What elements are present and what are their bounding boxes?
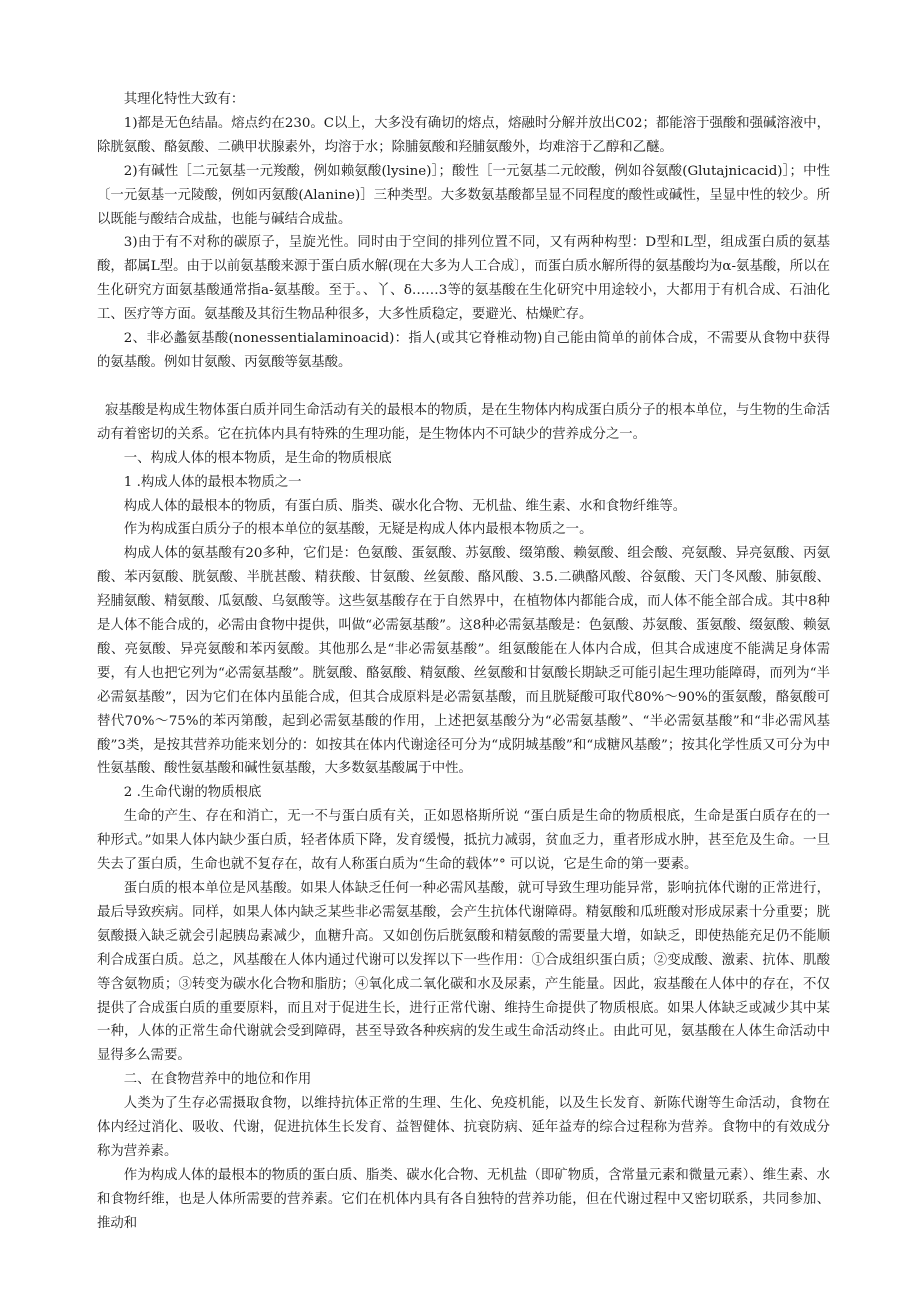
paragraph-overview: 寂基酸是构成生物体蛋白质并同生命活动有关的最根本的物质，是在生物体内构成蛋白质分子的根本单位，与生物的生命活动有着密切的关系。它在抗体内具有特殊的生理功能，是生物体内不可缺少的营养成分之一。 — [97, 402, 830, 442]
section-heading-2: 二、在食物营养中的地位和作用 — [123, 1072, 312, 1088]
paragraph-nutrients: 作为构成人体的最根本的物质的蛋白质、脂类、碳水化合物、无机盐（即矿物质，含常量元素和微量元素）、维生素、水和食物纤维，也是人体所需要的营养素。它们在机体内具有各自独特的营养功能，但在代谢过程中又密切联系，共同参加、推动和 — [97, 1167, 830, 1231]
paragraph-amino-unit: 作为构成蛋白质分子的根本单位的氨基酸，无疑是构成人体内最根本物质之一。 — [123, 522, 593, 538]
subheading-1-2: 2 .生命代谢的物质根底 — [123, 785, 262, 801]
paragraph-property-3: 3)由于有不对称的碳原子，呈旋光性。同时由于空间的排列位置不同，又有两种构型：D型和L型，组成蛋白质的氨基酸，都属L型。由于以前氨基酸来源于蛋白质水解(现在大多为人工合成〕，而蛋白质水解所得的氨基酸均为α-氨基酸，所以在生化研究方面氨基酸通常指a-氨基酸。至于。、丫、δ……3等的氨基酸在生化研究中用途较小，大都用于有机合成、石油化工、医疗等方面。氨基酸及其衍生物品种很多，大多性质稳定，要避光、枯燥贮存。 — [97, 235, 830, 323]
paragraph-amino-list: 构成人体的氨基酸有20多种，它们是：色氨酸、蛋氨酸、苏氨酸、缀第酸、赖氨酸、组会酸、亮氨酸、异亮氨酸、丙氨酸、苯丙氨酸、胱氨酸、半胱甚酸、精获酸、甘氨酸、丝氨酸、酪风酸、3.5.二碘酪风酸、谷氨酸、天门冬风酸、肺氨酸、羟脯氨酸、精氨酸、瓜氨酸、乌氨酸等。这些氨基酸存在于自然界中，在植物体内都能合成，而人体不能全部合成。其中8种是人体不能合成的，必需由食物中提供，叫做“必需氨基酸”。这8种必需氨基酸是：色氨酸、苏氨酸、蛋氨酸、缀氨酸、赖氨酸、亮氨酸、异亮氨酸和苯丙氨酸。其他那么是“非必需氨基酸”。组氨酸能在人体内合成，但其合成速度不能满足身体需要，有人也把它列为“必需氨基酸”。胱氨酸、酪氨酸、精氨酸、丝氨酸和甘氨酸长期缺乏可能引起生理功能障碍，而列为“半必需氨基酸”，因为它们在体内虽能合成，但其合成原料是必需氨基酸，而且胱疑酸可取代80%〜90%的蛋氨酸，酪氨酸可替代70%〜75%的苯丙第酸，起到必需氨基酸的作用，上述把氨基酸分为“必需氨基酸”、“半必需氨基酸”和“非必需风基酸”3类，是按其营养功能来划分的：如按其在体内代谢途径可分为“成阴城基酸”和“成糖风基酸”；按其化学性质又可分为中性氨基酸、酸性氨基酸和碱性氨基酸，大多数氨基酸属于中性。 — [97, 546, 830, 777]
document-page — [97, 88, 830, 1236]
paragraph-basic-substances: 构成人体的最根本的物质，有蛋白质、脂类、碳水化合物、无机盐、维生素、水和食物纤维等。 — [123, 498, 687, 514]
paragraph-property-2: 2)有碱性［二元氨基一元羧酸，例如赖氨酸(lysine)］；酸性［一元氨基二元皎酸，例如谷氨酸(Glutajnicacid)］；中性〔一元氨基一元陵酸，例如丙氨酸(Alanine)］三种类型。大多数氨基酸都呈显不同程度的酸性或碱性，呈显中性的较少。所以既能与酸结合成盐，也能与碱结合成盐。 — [97, 163, 830, 227]
paragraph-nonessential: 2、非必蠡氨基酸(nonessentialaminoacid)：指人(或其它脊椎动物)自己能由简单的前体合成，不需要从食物中获得的氨基酸。例如甘氨酸、丙氨酸等氨基酸。 — [97, 331, 830, 370]
section-heading-1: 一、构成人体的根本物质，是生命的物质根底 — [123, 450, 392, 466]
paragraph-property-1: 1)都是无色结晶。熔点约在230。C以上，大多没有确切的熔点，熔融时分解并放出C02；都能溶于强酸和强碱溶液中，除胱氨酸、酪氨酸、二碘甲状腺素外，均溶于水；除脯氨酸和羟脯氨酸外，均难溶于乙醇和乙醚。 — [97, 115, 830, 155]
section-gap — [97, 375, 830, 399]
subheading-1-1: 1 .构成人体的最根本物质之一 — [123, 474, 302, 490]
paragraph-nutrition: 人类为了生存必需摄取食物，以维持抗体正常的生理、生化、免疫机能，以及生长发育、新陈代谢等生命活动，食物在体内经过消化、吸收、代谢，促进抗体生长发育、益智健体、抗衰防病、延年益寿的综合过程称为营养。食物中的有效成分称为营养素。 — [97, 1096, 830, 1159]
paragraph-intro: 其理化特性大致有： — [123, 92, 245, 107]
paragraph-metabolism: 蛋白质的根本单位是风基酸。如果人体缺乏任何一种必需风基酸，就可导致生理功能异常，影响抗体代谢的正常进行，最后导致疾病。同样，如果人体内缺乏某些非必需氨基酸，会产生抗体代谢障碍。精氨酸和瓜班酸对形成尿素十分重要；胱氨酸摄入缺乏就会引起胰岛素减少，血糖升高。又如创伤后胱氨酸和精氨酸的需要量大增，如缺乏，即使热能充足仍不能顺利合成蛋白质。总之，风基酸在人体内通过代谢可以发挥以下一些作用：①合成组织蛋白质；②变成酸、激素、抗体、肌酸等含氨物质；③转变为碳水化合物和脂肪；④氧化成二氧化碳和水及尿素，产生能量。因此，寂基酸在人体中的存在，不仅提供了合成蛋白质的重要原料，而且对于促进生长，进行正常代谢、维持生命提供了物质根底。如果人体缺乏或减少其中某一种，人体的正常生命代谢就会受到障碍，甚至导致各种疾病的发生或生命活动终止。由此可见，氨基酸在人体生命活动中显得多么需要。 — [97, 881, 830, 1064]
paragraph-life-protein: 生命的产生、存在和消亡，无一不与蛋白质有关，正如恩格斯所说 “蛋白质是生命的物质根底，生命是蛋白质存在的一种形式。”如果人体内缺少蛋白质，轻者体质下降，发育缓慢，抵抗力减弱，贫血乏力，重者形成水肿，甚至危及生命。一旦失去了蛋白质，生命也就不复存在，故有人称蛋白质为“生命的载体”° 可以说，它是生命的第一要素。 — [97, 809, 830, 873]
